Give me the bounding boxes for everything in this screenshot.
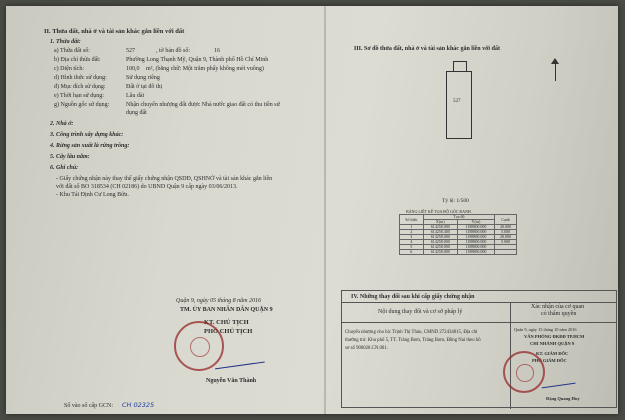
- coord-cell: 1188800.000: [457, 245, 494, 250]
- coord-cell: 1188800.000: [457, 240, 494, 245]
- note-line-1: - Giấy chứng nhận này thay thế giấy chứng nhận QSDĐ, QSHNỞ và tài sản khác gắn liền: [56, 176, 273, 182]
- north-arrow-shaft: [555, 61, 556, 81]
- coord-header-point: Số hiệu: [400, 215, 424, 225]
- coord-header-x: X(m): [423, 220, 457, 225]
- origin-value: Nhận chuyển nhượng đất được Nhà nước giao đất có thu tiền sử: [126, 102, 280, 108]
- usage-form-label: d) Hình thức sử dụng:: [54, 75, 107, 81]
- coord-cell: 1188800.000: [457, 225, 494, 230]
- area-value: 100,0: [126, 66, 140, 72]
- address-value: Phường Long Thạnh Mỹ, Quận 9, Thành phố Hồ Chí Minh: [126, 57, 269, 63]
- house-heading: 2. Nhà ở:: [50, 121, 74, 127]
- coord-cell: 614258.000: [423, 240, 457, 245]
- confirm-col-header-2: có thẩm quyền: [541, 311, 577, 317]
- other-construction-heading: 3. Công trình xây dựng khác:: [50, 132, 124, 138]
- coord-cell: 614258.000: [423, 225, 457, 230]
- map-sheet-value: 16: [214, 48, 220, 54]
- confirm-deputy: PHÓ GIÁM ĐỐC: [532, 358, 567, 363]
- coord-header-coords: Tọa độ: [423, 215, 495, 220]
- signer-name: Nguyễn Văn Thành: [206, 378, 257, 384]
- coord-cell: 5.000: [495, 240, 517, 245]
- area-label: c) Diện tích:: [54, 66, 84, 72]
- coord-cell: 614258.000: [423, 245, 457, 250]
- notes-heading: 6. Ghi chú:: [50, 165, 79, 171]
- usage-term-value: Lâu dài: [126, 93, 145, 99]
- coord-table-title: BẢNG LIỆT KÊ TỌA ĐỘ GÓC RANH: [406, 209, 471, 214]
- confirm-kt: KT. GIÁM ĐỐC: [536, 351, 569, 356]
- coord-cell: 4: [400, 240, 424, 245]
- coord-cell: 6: [400, 250, 424, 255]
- coord-cell: 20.000: [495, 235, 517, 240]
- confirm-org: VĂN PHÒNG ĐKĐĐ TP.HCM: [524, 334, 585, 339]
- perennial-trees-heading: 5. Cây lâu năm:: [50, 154, 90, 160]
- coord-cell: 614258.000: [423, 250, 457, 255]
- usage-purpose-value: Đất ở tại đô thị: [126, 84, 163, 90]
- registry-label: Số vào sổ cấp GCN:: [64, 403, 113, 409]
- changes-col-header: Nội dung thay đổi và cơ sở pháp lý: [378, 309, 463, 315]
- issue-place-date: Quận 9, ngày 05 tháng 8 năm 2016: [176, 298, 261, 304]
- section-iii-title: III. Sơ đồ thửa đất, nhà ở và tài sản khác gắn liền với đất: [354, 46, 500, 52]
- section-ii-title: II. Thửa đất, nhà ở và tài sản khác gắn liền với đất: [44, 28, 185, 35]
- note-line-3: - Khu Tái Định Cư Long Bửu.: [56, 192, 129, 198]
- map-sheet-label: , tờ bản đồ số:: [156, 48, 191, 54]
- coordinate-table: [399, 214, 517, 255]
- confirm-place-date: Quận 9, ngày 15 tháng 10 năm 2016: [514, 327, 577, 332]
- usage-term-label: e) Thời hạn sử dụng:: [54, 93, 104, 99]
- coord-cell: 20.000: [495, 225, 517, 230]
- origin-value-cont: dụng đất: [126, 110, 147, 116]
- confirm-signer: Đặng Quang Huy: [546, 396, 580, 401]
- note-line-2: với đất số BO 318534 (CH 02186) do UBND Quận 9 cấp ngày 03/06/2013.: [56, 184, 238, 190]
- confirm-col-header: Xác nhận của cơ quan: [531, 304, 585, 310]
- section-iv-title: IV. Những thay đổi sau khi cấp giấy chứng nhận: [351, 294, 475, 300]
- confirm-branch: CHI NHÁNH QUẬN 9: [530, 341, 575, 346]
- page-fold: [324, 6, 326, 414]
- land-plot-heading: 1. Thửa đất:: [50, 39, 81, 45]
- coord-cell: 1188800.000: [457, 250, 494, 255]
- plot-diagram: [446, 71, 472, 139]
- plot-number-label: a) Thửa đất số:: [54, 48, 90, 54]
- origin-label: g) Nguồn gốc sử dụng:: [54, 102, 110, 108]
- coord-header-y: Y(m): [457, 220, 494, 225]
- plot-number-value: 527: [126, 48, 135, 54]
- scale-label: Tỷ lệ: 1/500: [442, 198, 469, 204]
- coord-cell: 1: [400, 225, 424, 230]
- forest-heading: 4. Rừng sản xuất là rừng trồng:: [50, 143, 130, 149]
- change-line-2: thường trú: Khu phố 5, TT. Trảng Bom, Trảng Bom, Đồng Nai theo hồ: [345, 338, 481, 343]
- coord-cell: 614258.000: [423, 235, 457, 240]
- coord-cell: 5: [400, 245, 424, 250]
- coord-cell: 1188800.000: [457, 235, 494, 240]
- coord-header-edge: Cạnh: [495, 215, 517, 225]
- coord-cell: 3: [400, 235, 424, 240]
- certificate-sheet: [6, 6, 618, 414]
- plot-diagram-number: 527: [453, 99, 461, 104]
- address-label: b) Địa chỉ thửa đất:: [54, 57, 101, 63]
- coord-cell: 2: [400, 230, 424, 235]
- coord-cell: 1188800.000: [457, 230, 494, 235]
- coord-cell: 614258.400: [423, 230, 457, 235]
- change-line-1: Chuyển nhượng cho bà: Trịnh Thị Thảo, CMND 272434015, Địa chỉ: [345, 330, 478, 335]
- coord-cell: [495, 250, 517, 255]
- coord-cell: 5.000: [495, 230, 517, 235]
- usage-form-value: Sử dụng riêng: [126, 75, 160, 81]
- usage-purpose-label: đ) Mục đích sử dụng:: [54, 84, 106, 90]
- branch-stamp: [503, 351, 545, 393]
- issuing-authority: TM. ỦY BAN NHÂN DÂN QUẬN 9: [180, 307, 273, 313]
- signer-title-2: PHÓ CHỦ TỊCH: [204, 328, 253, 335]
- registry-number: CH 02325: [122, 401, 155, 409]
- area-unit: m², (bằng chữ: Một trăm phẩy không mét vuông): [146, 66, 264, 72]
- table-row: [400, 250, 517, 255]
- signer-title-1: KT. CHỦ TỊCH: [204, 319, 249, 326]
- change-line-3: sơ số 900028.CN.001.: [345, 346, 388, 351]
